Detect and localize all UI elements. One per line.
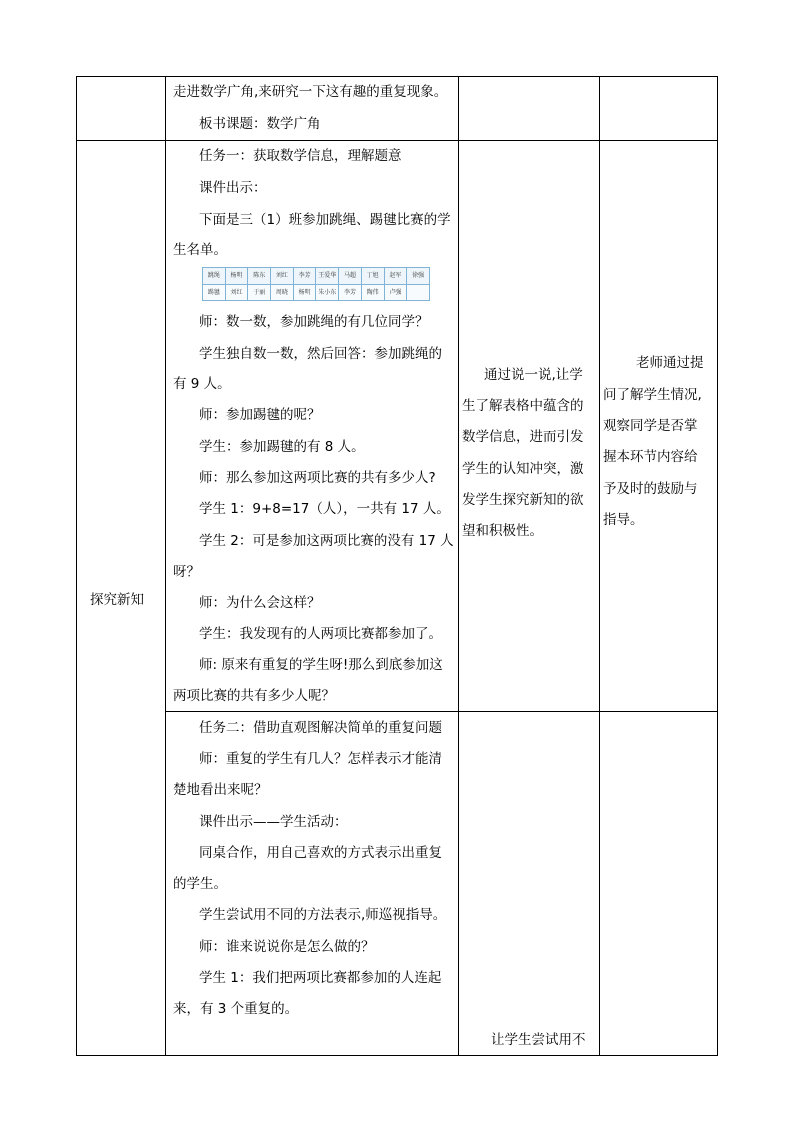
roster-cell: 王爱华 xyxy=(316,268,339,285)
process-line: 师：那么参加这两项比赛的共有多少人? xyxy=(199,470,436,486)
roster-cell: 周晓 xyxy=(271,284,294,301)
intent-line: 发学生探究新知的欲 xyxy=(462,492,584,508)
table-border-bottom xyxy=(76,1055,718,1056)
roster-cell: 李芳 xyxy=(293,268,316,285)
column-divider-2 xyxy=(458,76,459,1056)
evaluation-line: 握本环节内容给 xyxy=(603,449,698,465)
process-line: 学生独自数一数，然后回答：参加跳绳的 xyxy=(199,346,442,362)
intent-line: 让学生尝试用不 xyxy=(491,1032,586,1048)
roster-cell: 刘红 xyxy=(225,284,248,301)
process-line: 呀？ xyxy=(173,564,200,580)
roster-cell: 卢强 xyxy=(384,284,407,301)
table-row xyxy=(203,268,430,285)
process-line: 师：为什么会这样？ xyxy=(199,595,321,611)
intent-line: 数学信息，进而引发 xyxy=(462,429,584,445)
table-border-top xyxy=(76,76,718,77)
evaluation-line: 予及时的鼓励与 xyxy=(603,481,698,497)
roster-cell: 于丽 xyxy=(248,284,271,301)
process-line: 师：数一数，参加跳绳的有几位同学？ xyxy=(199,314,429,330)
process-line: 师：参加踢毽的呢？ xyxy=(199,407,321,423)
roster-cell: 朱小东 xyxy=(316,284,339,301)
process-line: 楚地看出来呢？ xyxy=(173,782,268,798)
process-line: 课件出示： xyxy=(199,180,267,196)
roster-cell: 踢毽 xyxy=(203,284,226,301)
process-line: 学生：参加踢毽的有 8 人。 xyxy=(199,439,365,455)
roster-cell: 赵军 xyxy=(384,268,407,285)
roster-cell: 徐强 xyxy=(407,268,430,285)
table-border-left xyxy=(76,76,77,1056)
row-divider-2 xyxy=(165,711,718,712)
process-line: 师：谁来说说你是怎么做的？ xyxy=(199,939,375,955)
process-line: 同桌合作，用自己喜欢的方式表示出重复 xyxy=(199,845,442,861)
roster-table xyxy=(202,267,430,301)
roster-cell: 陶伟 xyxy=(361,284,384,301)
roster-cell: 陈东 xyxy=(248,268,271,285)
table-row xyxy=(203,284,430,301)
roster-cell: 杨明 xyxy=(293,284,316,301)
process-line: 学生 2：可是参加这两项比赛的没有 17 人 xyxy=(199,533,454,549)
process-line: 下面是三（1）班参加跳绳、踢毽比赛的学 xyxy=(199,212,451,228)
process-line: 生名单。 xyxy=(173,242,227,258)
column-divider-1 xyxy=(165,76,166,1056)
row-divider-1 xyxy=(76,140,718,141)
process-line: 任务二：借助直观图解决简单的重复问题 xyxy=(199,720,442,736)
process-line: 师：重复的学生有几人？怎样表示才能清 xyxy=(199,751,442,767)
process-line: 学生：我发现有的人两项比赛都参加了。 xyxy=(199,626,442,642)
process-line: 学生 1：9+8=17（人），一共有 17 人。 xyxy=(199,501,450,517)
table-border-right xyxy=(717,76,718,1056)
intent-line: 生了解表格中蕴含的 xyxy=(462,398,584,414)
intro-line: 走进数学广角,来研究一下这有趣的重复现象。 xyxy=(173,84,448,100)
roster-cell: 刘红 xyxy=(271,268,294,285)
intent-line: 通过说一说,让学 xyxy=(484,367,583,383)
process-line: 来，有 3 个重复的。 xyxy=(173,1001,299,1017)
evaluation-line: 老师通过提 xyxy=(636,355,704,371)
roster-cell: 丁旭 xyxy=(361,268,384,285)
roster-cell: 杨明 xyxy=(225,268,248,285)
process-line: 的学生。 xyxy=(173,876,227,892)
process-line: 学生尝试用不同的方法表示,师巡视指导。 xyxy=(199,907,447,923)
intent-line: 望和积极性。 xyxy=(462,523,543,539)
roster-cell: 跳绳 xyxy=(203,268,226,285)
intent-line: 学生的认知冲突，激 xyxy=(462,461,584,477)
process-line: 任务一：获取数学信息，理解题意 xyxy=(199,148,402,164)
process-line: 学生 1：我们把两项比赛都参加的人连起 xyxy=(199,970,442,986)
process-line: 课件出示——学生活动： xyxy=(199,814,348,830)
board-title-line: 板书课题：数学广角 xyxy=(199,116,321,132)
evaluation-line: 观察同学是否掌 xyxy=(603,418,698,434)
roster-cell xyxy=(407,284,430,301)
column-divider-3 xyxy=(599,76,600,1056)
roster-cell: 马超 xyxy=(339,268,362,285)
process-line: 师: 原来有重复的学生呀!那么到底参加这 xyxy=(199,657,443,673)
evaluation-line: 指导。 xyxy=(603,512,644,528)
evaluation-line: 问了解学生情况, xyxy=(603,387,702,403)
stage-label: 探究新知 xyxy=(90,592,144,608)
roster-cell: 李芳 xyxy=(339,284,362,301)
process-line: 有 9 人。 xyxy=(173,376,231,392)
process-line: 两项比赛的共有多少人呢？ xyxy=(173,688,335,704)
